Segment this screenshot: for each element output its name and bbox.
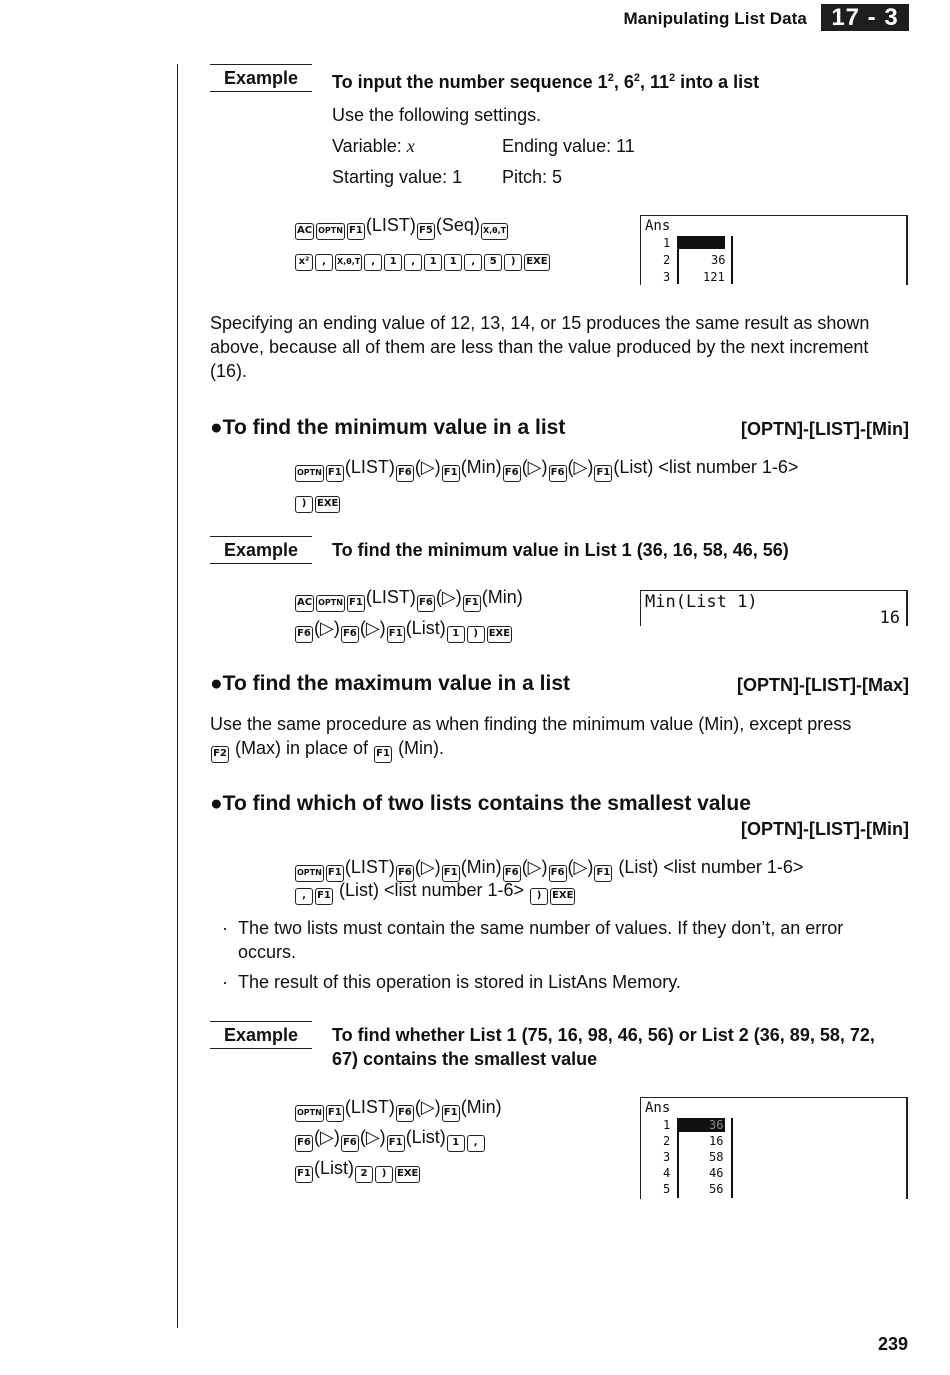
key-x-icon: x² xyxy=(295,254,313,271)
screen-expression: Min(List 1) xyxy=(645,592,758,612)
key-optn-icon: OPTN xyxy=(295,465,324,482)
key-xt-icon: X,θ,T xyxy=(335,254,362,271)
screen-row-index: 3 xyxy=(663,1150,671,1164)
key-f6-icon: F6 xyxy=(295,1135,313,1152)
key-f1-icon: F1 xyxy=(295,1166,313,1183)
keystrokes-min-line1 xyxy=(294,455,798,482)
keystrokes-ex1-line1 xyxy=(294,213,509,240)
section-max-text-cont: F2 (Max) in place of F1 (Min). xyxy=(210,736,444,763)
key-exe-icon: EXE xyxy=(395,1166,420,1183)
keystroke-label: (LIST) xyxy=(344,857,395,877)
keystroke-label: (List) xyxy=(314,1158,354,1178)
chapter-badge: 17 - 3 xyxy=(821,4,909,31)
key-5-icon: 5 xyxy=(484,254,502,271)
keystroke-label: (List) <list number 1-6> xyxy=(334,880,530,900)
key-f2: F2 xyxy=(211,746,229,763)
keystroke-label: (Min) xyxy=(460,457,502,477)
key-f6-icon: F6 xyxy=(549,465,567,482)
keystrokes-ex3-line1 xyxy=(294,1095,502,1122)
keystroke-label: (▷) xyxy=(314,618,340,638)
keystroke-label: (▷) xyxy=(414,457,441,477)
key-f1-icon: F1 xyxy=(315,888,333,905)
keystroke-label: (Seq) xyxy=(435,215,480,235)
key--icon: ) xyxy=(375,1166,393,1183)
screen-row-value: 1 xyxy=(701,236,709,250)
screen-result: 16 xyxy=(879,608,900,628)
example2-title: To find the minimum value in List 1 (36, 16, 58, 46, 56) xyxy=(332,540,789,560)
keystrokes-ex1-line2 xyxy=(294,244,551,271)
screen-row-value: 46 xyxy=(709,1166,724,1180)
screen-title: Ans xyxy=(645,218,671,234)
keystrokes-ex2-line1 xyxy=(294,585,523,612)
section-max-heading: ●To find the maximum value in a list xyxy=(210,672,571,695)
keystroke-label: (▷) xyxy=(567,857,594,877)
key-f6-icon: F6 xyxy=(295,626,313,643)
key-1-icon: 1 xyxy=(424,254,442,271)
section-title: Manipulating List Data xyxy=(623,9,807,28)
key--icon: , xyxy=(404,254,422,271)
section-max-text: Use the same procedure as when finding the minimum value (Min), except press xyxy=(210,714,852,734)
key-f1-icon: F1 xyxy=(463,595,481,612)
key--icon: ) xyxy=(467,626,485,643)
bullet-note-1: The two lists must contain the same number of values. If they don’t, an error xyxy=(238,918,844,938)
section-min-path: [OPTN]-[LIST]-[Min] xyxy=(741,419,909,439)
key-f1-icon: F1 xyxy=(442,865,460,882)
keystroke-label: (Min) xyxy=(460,857,502,877)
page-number: 239 xyxy=(877,1334,908,1354)
keystroke-label: (LIST) xyxy=(365,587,416,607)
settings-intro: Use the following settings. xyxy=(332,105,542,125)
screen-row-value: 36 xyxy=(711,253,726,267)
key-exe-icon: EXE xyxy=(550,888,575,905)
screen-row-index: 1 xyxy=(663,236,671,250)
example1-note: Specifying an ending value of 12, 13, 14, or 15 produces the same result as shown above, because all of them are less than the value produced by the next increment (16). xyxy=(210,313,870,381)
key--icon: ) xyxy=(530,888,548,905)
key-ac-icon: AC xyxy=(295,223,314,240)
keystroke-label: (▷) xyxy=(435,587,462,607)
key--icon: ) xyxy=(295,496,313,513)
screen-row-value: 36 xyxy=(709,1118,724,1132)
keystroke-label: (List) xyxy=(405,1127,446,1147)
key-f1-icon: F1 xyxy=(442,1105,460,1122)
calculator-screen-ex1 xyxy=(640,215,908,285)
keystroke-label: (▷) xyxy=(314,1127,340,1147)
setting-pitch: Pitch: 5 xyxy=(502,167,563,187)
example-label: Example xyxy=(210,1021,312,1049)
screen-title: Ans xyxy=(645,1100,671,1116)
key-1-icon: 1 xyxy=(384,254,402,271)
keystroke-label: (▷) xyxy=(521,857,548,877)
setting-starting: Starting value: 1 xyxy=(332,167,463,187)
keystroke-label: (Min) xyxy=(481,587,523,607)
screen-row-index: 3 xyxy=(663,270,671,284)
bullet-note-2: The result of this operation is stored in ListAns Memory. xyxy=(238,972,681,992)
example-label: Example xyxy=(210,536,312,564)
key-f1-icon: F1 xyxy=(326,1105,344,1122)
keystroke-label: (Min) xyxy=(460,1097,502,1117)
section-max-path: [OPTN]-[LIST]-[Max] xyxy=(737,675,909,695)
key-f6-icon: F6 xyxy=(417,595,435,612)
keystroke-label: (▷) xyxy=(414,857,441,877)
keystroke-label: (List) <list number 1-6> xyxy=(613,857,804,877)
keystroke-label: (List) xyxy=(405,618,446,638)
key-optn-icon: OPTN xyxy=(316,595,345,612)
key-f6-icon: F6 xyxy=(341,626,359,643)
keystroke-label: (▷) xyxy=(359,1127,386,1147)
section-min-heading: ●To find the minimum value in a list xyxy=(210,416,566,439)
key-f6-icon: F6 xyxy=(341,1135,359,1152)
example3-title-line1: To find whether List 1 (75, 16, 98, 46, 56) or List 2 (36, 89, 58, 72, xyxy=(332,1025,875,1045)
keystrokes-ex3-line3 xyxy=(294,1156,421,1183)
key-f6-icon: F6 xyxy=(503,465,521,482)
screen-row-index: 2 xyxy=(663,253,671,267)
example1-title: To input the number sequence $1^2$, $6^2$, $11^2$ into a list xyxy=(332,72,760,92)
key--icon: , xyxy=(315,254,333,271)
key-f1-icon: F1 xyxy=(387,1135,405,1152)
keystroke-label: (▷) xyxy=(414,1097,441,1117)
example3-title-line2: 67) contains the smallest value xyxy=(332,1049,598,1069)
key-xt-icon: X,θ,T xyxy=(481,223,508,240)
key-exe-icon: EXE xyxy=(487,626,512,643)
keystroke-label: (LIST) xyxy=(344,457,395,477)
key-f1-icon: F1 xyxy=(326,865,344,882)
keystroke-label: (▷) xyxy=(521,457,548,477)
key-f1-icon: F1 xyxy=(442,465,460,482)
section-two-path: [OPTN]-[LIST]-[Min] xyxy=(741,819,909,839)
margin-rule xyxy=(177,64,178,1328)
key-f6-icon: F6 xyxy=(503,865,521,882)
key-2-icon: 2 xyxy=(355,1166,373,1183)
key-1-icon: 1 xyxy=(444,254,462,271)
key-f1-icon: F1 xyxy=(347,223,365,240)
key--icon: , xyxy=(464,254,482,271)
key-f6-icon: F6 xyxy=(396,1105,414,1122)
screen-row-value: 121 xyxy=(703,270,725,284)
keystroke-label: (LIST) xyxy=(344,1097,395,1117)
key-f1-icon: F1 xyxy=(326,465,344,482)
key-ac-icon: AC xyxy=(295,595,314,612)
key--icon: , xyxy=(467,1135,485,1152)
key-f6-icon: F6 xyxy=(396,465,414,482)
screen-row-value: 16 xyxy=(709,1134,724,1148)
setting-ending: Ending value: 11 xyxy=(502,136,635,156)
key-f1-icon: F1 xyxy=(347,595,365,612)
key-exe-icon: EXE xyxy=(524,254,549,271)
key-f1: F1 xyxy=(374,746,392,763)
keystrokes-ex2-line2 xyxy=(294,616,513,643)
key-optn-icon: OPTN xyxy=(295,1105,324,1122)
key-1-icon: 1 xyxy=(447,1135,465,1152)
calculator-screen-ex3 xyxy=(640,1097,908,1199)
key-optn-icon: OPTN xyxy=(316,223,345,240)
keystrokes-min-line2 xyxy=(294,486,341,513)
key-f1-icon: F1 xyxy=(594,465,612,482)
keystroke-label: (List) <list number 1-6> xyxy=(613,457,799,477)
screen-row-index: 4 xyxy=(663,1166,671,1180)
key-f6-icon: F6 xyxy=(396,865,414,882)
keystrokes-ex3-line2 xyxy=(294,1125,486,1152)
setting-variable: Variable: x xyxy=(332,136,415,156)
key-exe-icon: EXE xyxy=(315,496,340,513)
bullet-dot: · xyxy=(222,918,228,938)
keystroke-label: (▷) xyxy=(359,618,386,638)
keystroke-label: (▷) xyxy=(567,457,594,477)
keystrokes-two-line2 xyxy=(294,878,576,905)
key--icon: , xyxy=(295,888,313,905)
screen-row-index: 2 xyxy=(663,1134,671,1148)
key-optn-icon: OPTN xyxy=(295,865,324,882)
screen-row-index: 5 xyxy=(663,1182,671,1196)
calculator-screen-ex2 xyxy=(640,590,908,626)
screen-row-index: 1 xyxy=(663,1118,671,1132)
key-f5-icon: F5 xyxy=(417,223,435,240)
section-two-heading: ●To find which of two lists contains the smallest value xyxy=(210,792,751,815)
key-f1-icon: F1 xyxy=(594,865,612,882)
screen-row-value: 58 xyxy=(709,1150,724,1164)
bullet-dot: · xyxy=(222,972,228,992)
key-1-icon: 1 xyxy=(447,626,465,643)
key--icon: , xyxy=(364,254,382,271)
keystroke-label: (LIST) xyxy=(365,215,416,235)
example-label: Example xyxy=(210,64,312,92)
bullet-note-1-cont: occurs. xyxy=(238,942,297,962)
key-f1-icon: F1 xyxy=(387,626,405,643)
key-f6-icon: F6 xyxy=(549,865,567,882)
key--icon: ) xyxy=(504,254,522,271)
screen-row-value: 56 xyxy=(709,1182,724,1196)
